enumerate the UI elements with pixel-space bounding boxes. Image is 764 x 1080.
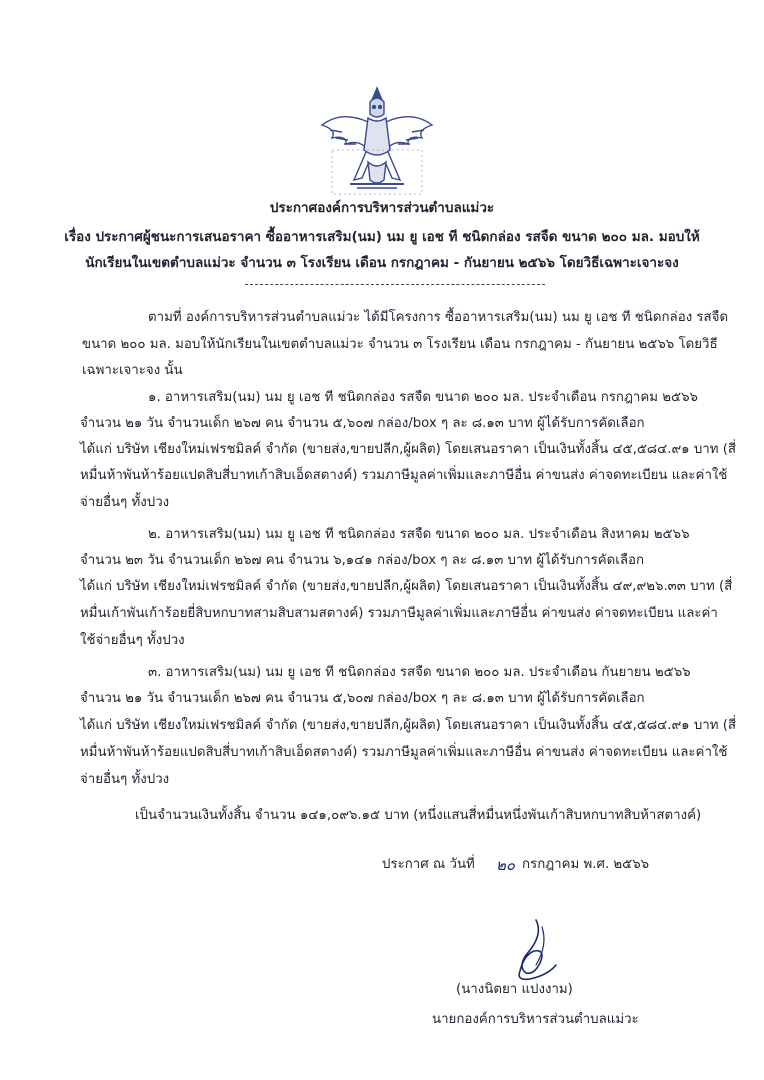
announce-prefix: ประกาศ ณ วันที่ — [382, 857, 475, 872]
announce-day: ๒๐ — [496, 856, 516, 874]
item-3-line-4: หมื่นห้าพันห้าร้อยแปดสิบสี่บาทเก้าสิบเอ็ดสตางค์) รวมภาษีมูลค่าเพิ่มและภาษีอื่น ค่าขนส่ง ค่าจดทะเบียน และค่าใช้ — [80, 745, 728, 760]
item-1-line-1: ๑. อาหารเสริม(นม) นม ยู เอช ที ชนิดกล่อง รสจืด ขนาด ๒๐๐ มล. ประจำเดือน กรกฎาคม ๒๕๖๖ — [148, 390, 698, 405]
item-3-line-1: ๓. อาหารเสริม(นม) นม ยู เอช ที ชนิดกล่อง รสจืด ขนาด ๒๐๐ มล. ประจำเดือน กันยายน ๒๕๖๖ — [148, 665, 691, 680]
item-1-line-4: หมื่นห้าพันห้าร้อยแปดสิบสี่บาทเก้าสิบเอ็ดสตางค์) รวมภาษีมูลค่าเพิ่มและภาษีอื่น ค่าขนส่ง ค่าจดทะเบียน และค่าใช้ — [80, 468, 728, 483]
total-amount-line: เป็นจำนวนเงินทั้งสิ้น จำนวน ๑๔๑,๐๙๖.๑๕ บาท (หนึ่งแสนสี่หมื่นหนึ่งพันเก้าสิบหกบาทสิบห้าสตางค์) — [135, 808, 702, 823]
intro-line-3: เฉพาะเจาะจง นั้น — [82, 363, 183, 378]
intro-line-1: ตามที่ องค์การบริหารส่วนตำบลแม่วะ ได้มีโครงการ ซื้ออาหารเสริม(นม) นม ยู เอช ที ชนิดกล่อง รสจืด — [148, 310, 729, 325]
intro-line-2: ขนาด ๒๐๐ มล. มอบให้นักเรียนในเขตตำบลแม่วะ จำนวน ๓ โรงเรียน เดือน กรกฎาคม - กันยายน ๒๕๖๖ โดยวิธี — [82, 337, 718, 352]
signer-title: นายกองค์การบริหารส่วนตำบลแม่วะ — [432, 1012, 639, 1027]
garuda-emblem-icon — [302, 80, 452, 200]
subject-line-1: เรื่อง ประกาศผู้ชนะการเสนอราคา ซื้ออาหารเสริม(นม) นม ยู เอช ที ชนิดกล่อง รสจืด ขนาด ๒๐๐ มล. มอบให้ — [64, 229, 700, 245]
item-2-line-4: หมื่นเก้าพันเก้าร้อยยี่สิบหกบาทสามสิบสามสตางค์) รวมภาษีมูลค่าเพิ่มและภาษีอื่น ค่าขนส่ง ค่าจดทะเบียน และค่า — [80, 606, 718, 621]
announce-suffix: กรกฎาคม พ.ศ. ๒๕๖๖ — [522, 857, 650, 872]
item-3-line-5: จ่ายอื่นๆ ทั้งปวง — [80, 772, 170, 787]
org-title: ประกาศองค์การบริหารส่วนตำบลแม่วะ — [269, 200, 495, 216]
subject-line-2: นักเรียนในเขตตำบลแม่วะ จำนวน ๓ โรงเรียน เดือน กรกฎาคม - กันยายน ๒๕๖๖ โดยวิธีเฉพาะเจาะจง — [85, 255, 679, 271]
signer-name: (นางนิตยา แปงงาม) — [456, 982, 573, 997]
item-2-line-2: จำนวน ๒๓ วัน จำนวนเด็ก ๒๖๗ คน จำนวน ๖,๑๔๑ กล่อง/box ๆ ละ ๘.๑๓ บาท ผู้ได้รับการคัดเลือก — [80, 553, 645, 568]
handwritten-signature — [496, 915, 576, 985]
separator-line — [245, 284, 545, 285]
item-1-line-5: จ่ายอื่นๆ ทั้งปวง — [80, 495, 170, 510]
item-1-line-2: จำนวน ๒๑ วัน จำนวนเด็ก ๒๖๗ คน จำนวน ๕,๖๐๗ กล่อง/box ๆ ละ ๘.๑๓ บาท ผู้ได้รับการคัดเลือก — [80, 416, 645, 431]
item-1-line-3: ได้แก่ บริษัท เชียงใหม่เฟรชมิลค์ จำกัด (ขายส่ง,ขายปลีก,ผู้ผลิต) โดยเสนอราคา เป็นเงินทั้งสิ้น ๔๕,๕๘๔.๙๑ บาท (สี่ — [80, 442, 737, 457]
item-3-line-2: จำนวน ๒๑ วัน จำนวนเด็ก ๒๖๗ คน จำนวน ๕,๖๐๗ กล่อง/box ๆ ละ ๘.๑๓ บาท ผู้ได้รับการคัดเลือก — [80, 691, 645, 706]
item-3-line-3: ได้แก่ บริษัท เชียงใหม่เฟรชมิลค์ จำกัด (ขายส่ง,ขายปลีก,ผู้ผลิต) โดยเสนอราคา เป็นเงินทั้งสิ้น ๔๕,๕๘๔.๙๑ บาท (สี่ — [80, 718, 737, 733]
item-2-line-5: ใช้จ่ายอื่นๆ ทั้งปวง — [80, 633, 185, 648]
item-2-line-3: ได้แก่ บริษัท เชียงใหม่เฟรชมิลค์ จำกัด (ขายส่ง,ขายปลีก,ผู้ผลิต) โดยเสนอราคา เป็นเงินทั้งสิ้น ๔๙,๙๒๖.๓๓ บาท (สี่ — [80, 579, 733, 594]
item-2-line-1: ๒. อาหารเสริม(นม) นม ยู เอช ที ชนิดกล่อง รสจืด ขนาด ๒๐๐ มล. ประจำเดือน สิงหาคม ๒๕๖๖ — [148, 527, 690, 542]
